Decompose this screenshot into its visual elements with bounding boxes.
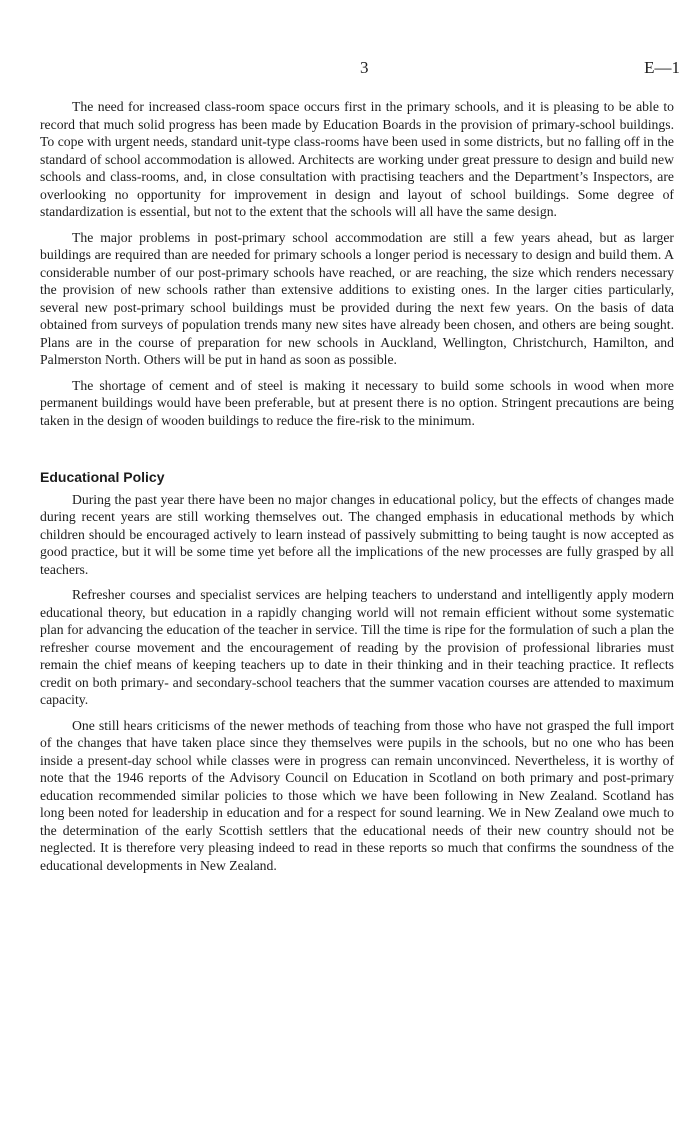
section-heading-educational-policy: Educational Policy — [40, 469, 165, 485]
paragraph-criticisms: One still hears criticisms of the newer methods of teaching from those who have not grasped the full import of the changes that have taken place since they themselves were pupils in the schools, but no one who has been inside a present-day school while classes were in progress can remain unconvinced. Nevertheless, it is worthy of note that the 1946 reports of the Advisory Council on Education in Scotland on both primary and post-primary education recommended similar policies to those which we have been following in New Zealand. Scotland has long been noted for leadership in education and for a respect for sound learning. We in New Zealand owe much to the determination of the early Scottish settlers that the educational needs of their new country should not be neglected. It is therefore very pleasing indeed to read in these reports so much that confirms the soundness of the educational developments in New Zealand. — [40, 717, 674, 873]
page-number: 3 — [360, 58, 369, 77]
paragraph-post-primary-accommodation: The major problems in post-primary school accommodation are still a few years ahead, but as larger buildings are required than are needed for primary schools a longer period is necessary to design and build them. A considerable number of our post-primary schools have reached, or are reaching, the size which renders necessary the provision of new schools rather than extensive additions to existing ones. In the larger cities particularly, several new post-primary school buildings must be provided during the next few years. On the basis of data obtained from surveys of population trends many new sites have already been chosen, and others are being sought. Plans are in the course of preparation for new schools in Auckland, Wellington, Christchurch, Hamilton, and Palmerston North. Others will be put in hand as soon as possible. — [40, 229, 674, 367]
paragraph-refresher-courses: Refresher courses and specialist services are helping teachers to understand and intelligently apply modern educational theory, but education in a rapidly changing world will not remain efficient without some systematic plan for advancing the education of the teacher in service. Till the time is ripe for the formulation of such a plan the refresher course movement and the encouragement of reading by the provision of professional libraries must remain the chief means of keeping teachers up to date in their thinking and in their teaching practice. It reflects credit on both primary- and secondary-school teachers that the summer vacation courses are attended to maximum capacity. — [40, 587, 674, 707]
page-header — [40, 58, 680, 80]
page-body — [40, 98, 674, 882]
document-code: E—1 — [644, 58, 680, 77]
paragraph-material-shortage: The shortage of cement and of steel is making it necessary to build some schools in wood when more permanent buildings would have been preferable, but at present there is no option. Stringent precautions are being taken in the design of wooden buildings to reduce the fire-risk to the minimum. — [40, 377, 674, 428]
paragraph-classroom-space: The need for increased class-room space occurs first in the primary schools, and it is pleasing to be able to record that much solid progress has been made by Education Boards in the provision of primary-school buildings. To cope with urgent needs, standard unit-type class-rooms have been used in some districts, but no falling off in the standard of school accommodation is allowed. Architects are working under great pressure to design and build new schools and class-rooms, and, in close consultation with practising teachers and the Department’s Inspectors, are overlooking no opportunity for improvement in design and layout of school buildings. Some degree of standardization is essential, but not to the extent that the schools will all have the same design. — [40, 99, 674, 219]
paragraph-policy-changes: During the past year there have been no major changes in educational policy, but the effects of changes made during recent years are still working themselves out. The changed emphasis in educational methods by which children should be encouraged actively to learn instead of passively submitting to being taught is now accepted as good practice, but it will be some time yet before all the implications of the new processes are fully grasped by all teachers. — [40, 491, 674, 577]
